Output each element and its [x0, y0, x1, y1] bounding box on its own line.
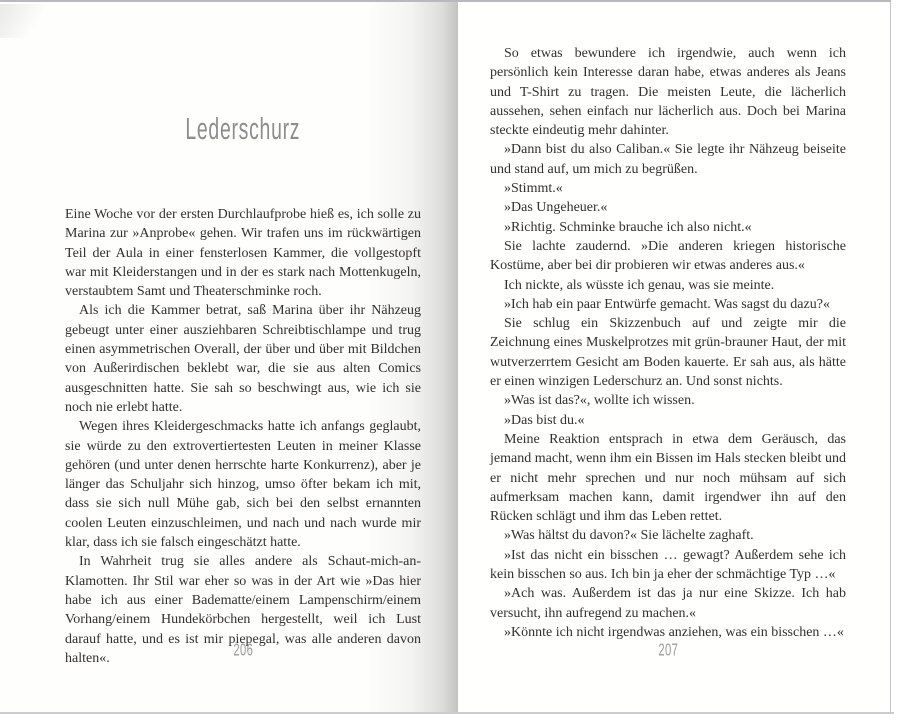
paragraph: Sie schlug ein Skizzenbuch auf und zeigte mir die Zeichnung eines Muskelprotzes mit grün-brauner Haut, der mit wutverzerrtem Gesicht am Boden kauerte. Er sah aus, als hätte er einen winzigen Lederschurz an. Und sonst nichts. [490, 316, 846, 390]
paragraph: »Könnte ich nicht irgendwas anziehen, was ein bisschen …« [504, 624, 844, 640]
page-number-text: 207 [658, 640, 678, 661]
paragraph: Meine Reaktion entsprach in etwa dem Geräusch, das jemand macht, wenn ihm ein Bissen im Hals stecken bleibt und er nicht mehr sprechen und nur noch mühsam auf sich aufmerksam machen kann, damit irgendwer ihn auf den Rücken schlägt und ihm das Leben rettet. [490, 431, 846, 525]
paragraph: »Das bist du.« [504, 412, 585, 428]
paragraph: »Was ist das?«, wollte ich wissen. [504, 393, 695, 409]
book-top-edge [0, 0, 891, 2]
chapter-title [65, 114, 421, 145]
paragraph: Ich nickte, als wüsste ich genau, was sie meinte. [504, 277, 775, 293]
left-page [0, 2, 458, 712]
paragraph: »Ich hab ein paar Entwürfe gemacht. Was sagst du dazu?« [504, 296, 830, 312]
paragraph: »Ach was. Außerdem ist das ja nur eine Skizze. Ich hab versucht, ihn aufregend zu machen.« [490, 586, 846, 621]
paragraph: »Was hältst du davon?« Sie lächelte zaghaft. [504, 528, 754, 544]
right-page-text [490, 44, 846, 642]
paragraph: So etwas bewundere ich irgendwie, auch wenn ich persönlich kein Interesse daran habe, etwas anderes als Jeans und T-Shirt zu tragen. Die meisten Leute, die lächerlich aussehen, sehen einfach nur lächerlich aus. Doch bei Marina steckte eindeutig mehr dahinter. [490, 46, 846, 139]
paragraph: »Stimmt.« [504, 181, 563, 197]
paragraph: Eine Woche vor der ersten Durchlaufprobe hieß es, ich solle zu Marina zur »Anprobe« gehen. Wir trafen uns im rückwärtigen Teil der Aula in einer fensterlosen Kammer, die vollgestopft war mit Kleiderstangen und in der es stark nach Mottenkugeln, verstaubtem Samt und Theaterschminke roch. [65, 207, 421, 300]
page-number [490, 642, 846, 660]
book-bottom-edge [0, 712, 894, 714]
paragraph: »Das Ungeheuer.« [504, 200, 608, 216]
paragraph: »Richtig. Schminke brauche ich also nicht.« [504, 219, 752, 235]
page-curl-shadow [0, 4, 70, 38]
left-page-text [65, 205, 421, 668]
page-number [65, 642, 421, 660]
page-number-text: 206 [233, 640, 253, 661]
paragraph: Wegen ihres Kleidergeschmacks hatte ich anfangs geglaubt, sie würde zu den extrovertiertesten Leuten in meiner Klasse gehören (und unter denen herrschte harte Konkurrenz), aber je länger das Schuljahr sich hinzog, umso öfter bekam ich mit, dass sie sich null Mühe gab, sich bei den selbst ernannten coolen Leuten einzuschleimen, und nach und nach wurde mir klar, dass ich sie falsch eingeschätzt hatte. [65, 419, 421, 551]
book-right-edge [890, 2, 891, 712]
paragraph: In Wahrheit trug sie alles andere als Schaut-mich-an-Klamotten. Ihr Stil war eher so was in der Art wie »Das hier habe ich aus einer Badematte/einem Lampenschirm/einem Vorhang/einem Hundekörbchen hergestellt, weil ich Lust darauf hatte, und es ist mir piepegal, was alle anderen davon halten«. [65, 554, 421, 666]
paragraph: »Ist das nicht ein bisschen … gewagt? Außerdem sehe ich kein bisschen so aus. Ich bin ja eher der schmächtige Typ …« [490, 547, 846, 583]
chapter-title-text: Lederschurz [185, 112, 301, 146]
paragraph: Als ich die Kammer betrat, saß Marina über ihr Nähzeug gebeugt unter einer ausziehbaren Schreibtischlampe und trug einen asymmetrischen Overall, der über und über mit Bildchen von Außerirdischen beklebt war, die sie aus alten Comics ausgeschnitten hatte. Sie sah so beschwingt aus, wie ich sie noch nie erlebt hatte. [65, 303, 421, 415]
paragraph: Sie lachte zaudernd. »Die anderen kriegen historische Kostüme, aber bei dir probieren wir etwas anderes aus.« [490, 238, 846, 274]
paragraph: »Dann bist du also Caliban.« Sie legte ihr Nähzeug beiseite und stand auf, um mich zu begrüßen. [490, 142, 846, 177]
right-page [458, 2, 891, 712]
